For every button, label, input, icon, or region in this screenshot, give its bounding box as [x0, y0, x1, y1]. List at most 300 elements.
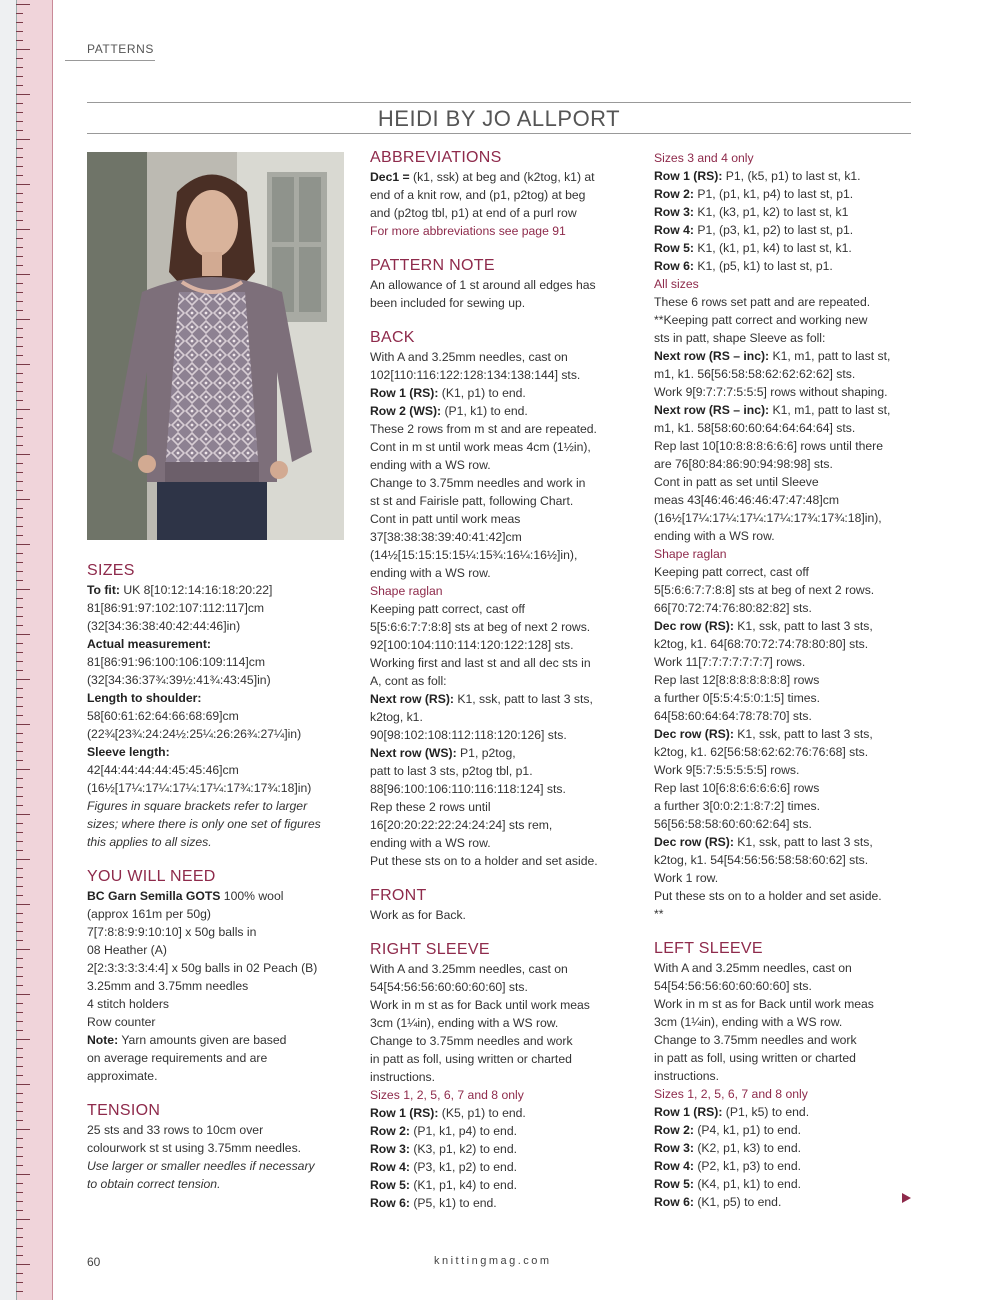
ruler-tick [16, 454, 30, 455]
length-in: (22¾[23¾:24:24½:25¼:26:26¾:27¼]in) [87, 727, 302, 741]
needles: 3.25mm and 3.75mm needles [87, 979, 249, 993]
ls-7: instructions. [654, 1069, 720, 1083]
back-10: (14½[15:15:15:15¼:15¾:16¼:16½]in), [370, 548, 578, 562]
dec-row-1: Dec row (RS): K1, ssk, patt to last 3 sts, [654, 619, 873, 633]
back-11: ending with a WS row. [370, 566, 491, 580]
ruler-tick [16, 1111, 23, 1112]
length-label: Length to shoulder: [87, 691, 202, 705]
ruler-tick [16, 274, 30, 275]
ruler-tick [16, 301, 23, 302]
note-3: approximate. [87, 1069, 158, 1083]
to-fit-cm: 81[86:91:97:102:107:112:117]cm [87, 601, 265, 615]
rs-1: With A and 3.25mm needles, cast on [370, 962, 568, 976]
all-1: These 6 rows set patt and are repeated. [654, 295, 871, 309]
ruler-tick [16, 634, 30, 635]
ruler-tick [16, 976, 23, 977]
sweater-photo-icon [87, 152, 344, 540]
ruler-tick [16, 751, 23, 752]
ruler-tick [16, 1291, 23, 1292]
ruler-tick [16, 337, 23, 338]
ruler-tick [16, 607, 23, 608]
back-8: Cont in patt until work meas [370, 512, 521, 526]
rg-9: Rep last 10[6:8:6:6:6:6:6] rows [654, 781, 820, 795]
ruler-tick [16, 1165, 23, 1166]
ruler-tick [16, 841, 23, 842]
ruler-tick [16, 112, 23, 113]
ruler-tick [16, 1048, 23, 1049]
ruler-tick [16, 1129, 30, 1130]
to-fit-in: (32[34:36:38:40:42:44:46]in) [87, 619, 241, 633]
ruler-tick [16, 643, 23, 644]
ruler-tick [16, 67, 23, 68]
yarn-length: (approx 161m per 50g) [87, 907, 211, 921]
note: Note: Yarn amounts given are based [87, 1033, 287, 1047]
ruler-tick [16, 283, 23, 284]
ruler-tick [16, 697, 23, 698]
ruler-tick [16, 562, 23, 563]
ruler-tick [16, 571, 23, 572]
ruler-tick [16, 922, 23, 923]
ruler-tick [16, 445, 23, 446]
ruler-tick [16, 1264, 30, 1265]
tension-1: 25 sts and 33 rows to 10cm over [87, 1123, 264, 1137]
rg-13: Put these sts on to a holder and set aside. [654, 889, 882, 903]
ruler-tick [16, 760, 23, 761]
rs-7: instructions. [370, 1070, 436, 1084]
ruler-tick [16, 679, 30, 680]
ruler-tick [16, 1102, 23, 1103]
ls-5: Change to 3.75mm needles and work [654, 1033, 857, 1047]
ruler-tick [16, 778, 23, 779]
ruler-tick [16, 49, 30, 50]
ruler-tick [16, 472, 23, 473]
tension-4: to obtain correct tension. [87, 1177, 221, 1191]
rs-3: Work in m st as for Back until work meas [370, 998, 590, 1012]
page-title: HEIDI BY JO ALLPORT [377, 106, 621, 131]
sleeve-raglan-sub: Shape raglan [654, 547, 727, 561]
ruler-tick [16, 526, 23, 527]
shape-raglan-sub: Shape raglan [370, 584, 443, 598]
ruler-tick [16, 1093, 23, 1094]
ls-6: in patt as foll, using written or charted [654, 1051, 856, 1065]
ruler-tick [16, 247, 23, 248]
column-2 [370, 148, 640, 1212]
sizes-note-2: sizes; where there is only one set of figures [87, 817, 321, 831]
ruler-tick [16, 436, 23, 437]
ruler-tick [16, 76, 23, 77]
yarn-b: 2[2:3:3:3:3:4:4] x 50g balls in 02 Peach (B) [87, 961, 318, 975]
actual-cm: 81[86:91:96:100:106:109:114]cm [87, 655, 265, 669]
tension-2: colourwork st st using 3.75mm needles. [87, 1141, 302, 1155]
back-heading: BACK [370, 329, 415, 346]
back-1: With A and 3.25mm needles, cast on [370, 350, 568, 364]
ruler-tick [16, 1210, 23, 1211]
continue-arrow-icon [902, 1193, 911, 1203]
ruler-tick [16, 130, 23, 131]
footer-url: knittingmag.com [434, 1255, 552, 1267]
ruler-tick [16, 157, 23, 158]
ls-row-2: Row 2: (P4, k1, p1) to end. [654, 1123, 801, 1137]
ruler-tick [16, 391, 23, 392]
ruler-tick [16, 346, 23, 347]
holders: 4 stitch holders [87, 997, 169, 1011]
ruler-tick [16, 616, 23, 617]
ruler-tick [16, 805, 23, 806]
page-number: 60 [87, 1255, 101, 1269]
ruler-tick [16, 364, 30, 365]
all-sizes-sub: All sizes [654, 277, 699, 291]
column-1 [87, 561, 352, 1193]
rg-3: 66[70:72:74:76:80:82:82] sts. [654, 601, 812, 615]
rg-5: Rep last 12[8:8:8:8:8:8:8] rows [654, 673, 820, 687]
ruler-tick [16, 589, 30, 590]
ls-4: 3cm (1¼in), ending with a WS row. [654, 1015, 843, 1029]
rs-6: in patt as foll, using written or charted [370, 1052, 572, 1066]
ruler-tick [16, 1156, 23, 1157]
ruler-tick [16, 31, 23, 32]
ruler-tick [16, 958, 23, 959]
back-row-1: Row 1 (RS): (K1, p1) to end. [370, 386, 526, 400]
s34-row-4: Row 4: P1, (p3, k1, p2) to last st, p1. [654, 223, 854, 237]
ruler-tick [16, 373, 23, 374]
ruler-tick [16, 544, 30, 545]
ruler-tick [16, 1120, 23, 1121]
yarn: BC Garn Semilla GOTS 100% wool [87, 889, 284, 903]
ruler-tick [16, 1246, 23, 1247]
ruler-tick [16, 1201, 23, 1202]
actual-in: (32[34:36:37¾:39½:41¾:43:45]in) [87, 673, 271, 687]
ruler-tick [16, 310, 23, 311]
sleeve-in: (16½[17¼:17¼:17¼:17¼:17¾:17¾:18]in) [87, 781, 312, 795]
note-2: been included for sewing up. [370, 296, 526, 310]
inc-1-2: m1, k1. 56[56:58:58:62:62:62:62] sts. [654, 367, 856, 381]
ruler-tick [16, 490, 23, 491]
ruler-tick [16, 175, 23, 176]
ruler-tick [16, 913, 23, 914]
ruler-tick [16, 1021, 23, 1022]
rep-1: Rep last 10[10:8:8:8:6:6:6] rows until there [654, 439, 883, 453]
ruler-tick [16, 202, 23, 203]
rg-2: 5[5:6:6:7:7:8:8] sts at beg of next 2 rows. [654, 583, 875, 597]
rg-11: 56[56:58:58:60:60:62:64] sts. [654, 817, 812, 831]
ruler-tick [16, 229, 30, 230]
sleeve-label: Sleeve length: [87, 745, 170, 759]
ruler-tick [16, 1219, 30, 1220]
ruler-tick [16, 535, 23, 536]
ruler-tick [16, 742, 23, 743]
ruler-tick [16, 1030, 23, 1031]
inc-2-2: m1, k1. 58[58:60:60:64:64:64:64] sts. [654, 421, 856, 435]
note-1: An allowance of 1 st around all edges has [370, 278, 596, 292]
ruler-tick [16, 400, 23, 401]
dec1-2: end of a knit row, and (p1, p2tog) at beg [370, 188, 586, 202]
ruler-tick [16, 265, 23, 266]
raglan-11: Put these sts on to a holder and set aside. [370, 854, 598, 868]
ruler-tick [16, 427, 23, 428]
raglan-rs-2: k2tog, k1. [370, 710, 423, 724]
s34-row-6: Row 6: K1, (p5, k1) to last st, p1. [654, 259, 833, 273]
ruler-tick [16, 40, 23, 41]
ruler-tick [16, 850, 23, 851]
ruler-tick [16, 148, 23, 149]
ruler-tick [16, 769, 30, 770]
sweater-photo [87, 152, 344, 540]
s34-row-1: Row 1 (RS): P1, (k5, p1) to last st, k1. [654, 169, 861, 183]
sizes-heading: SIZES [87, 562, 135, 579]
raglan-6: 90[98:102:108:112:118:120:126] sts. [370, 728, 567, 742]
ls-3: Work in m st as for Back until work meas [654, 997, 874, 1011]
rs-sizes-sub: Sizes 1, 2, 5, 6, 7 and 8 only [370, 1088, 524, 1102]
front-1: Work as for Back. [370, 908, 466, 922]
rs-row-4: Row 4: (P3, k1, p2) to end. [370, 1160, 517, 1174]
ruler-tick [16, 1228, 23, 1229]
ruler-tick [16, 670, 23, 671]
ruler-tick [16, 103, 23, 104]
ruler-tick [16, 598, 23, 599]
sizes-note-3: this applies to all sizes. [87, 835, 212, 849]
ls-row-1: Row 1 (RS): (P1, k5) to end. [654, 1105, 810, 1119]
ruler-inner [0, 0, 17, 1300]
ruler-tick [16, 238, 23, 239]
ruler-tick [16, 886, 23, 887]
ruler-tick [16, 904, 30, 905]
back-4: Cont in m st until work meas 4cm (1½in), [370, 440, 591, 454]
rep-2: are 76[80:84:86:90:94:98:98] sts. [654, 457, 833, 471]
tension-3: Use larger or smaller needles if necessary [87, 1159, 315, 1173]
ruler-tick [16, 688, 23, 689]
ruler-tick [16, 382, 23, 383]
ruler-tick [16, 1012, 23, 1013]
ruler-tick [16, 463, 23, 464]
raglan-7: 88[96:100:106:110:116:118:124] sts. [370, 782, 566, 796]
ruler-tick [16, 967, 23, 968]
ruler-tick [16, 211, 23, 212]
ruler-tick [16, 949, 30, 950]
rs-row-1: Row 1 (RS): (K5, p1) to end. [370, 1106, 526, 1120]
ruler-tick [16, 1282, 23, 1283]
dec-row-3-2: k2tog, k1. 54[54:56:56:58:58:60:62] sts. [654, 853, 869, 867]
ruler-tick [16, 796, 23, 797]
inc-2: Next row (RS – inc): K1, m1, patt to last st, [654, 403, 891, 417]
ruler-tick [16, 121, 23, 122]
ruler-tick [16, 22, 23, 23]
abbreviations-heading: ABBREVIATIONS [370, 149, 502, 166]
ruler-tick [16, 508, 23, 509]
rg-6: a further 0[5:5:4:5:0:1:5] times. [654, 691, 820, 705]
rg-10: a further 3[0:0:2:1:8:7:2] times. [654, 799, 820, 813]
rg-4: Work 11[7:7:7:7:7:7:7] rows. [654, 655, 806, 669]
raglan-10: ending with a WS row. [370, 836, 491, 850]
ruler-tick [16, 85, 23, 86]
sleeve-cm: 42[44:44:44:44:45:45:46]cm [87, 763, 239, 777]
ruler-tick [16, 895, 23, 896]
front-heading: FRONT [370, 887, 427, 904]
ruler-tick [16, 724, 30, 725]
rg-14: ** [654, 907, 664, 921]
ruler-tick [16, 58, 23, 59]
ruler-tick [16, 1273, 23, 1274]
ruler-tick [16, 859, 30, 860]
ruler-tick [16, 1138, 23, 1139]
dec-row-1-2: k2tog, k1. 64[68:70:72:74:78:80:80] sts. [654, 637, 869, 651]
ruler-tick [16, 625, 23, 626]
all-3: sts in patt, shape Sleeve as foll: [654, 331, 826, 345]
all-2: **Keeping patt correct and working new [654, 313, 868, 327]
rs-5: Change to 3.75mm needles and work [370, 1034, 573, 1048]
raglan-8: Rep these 2 rows until [370, 800, 491, 814]
right-sleeve-heading: RIGHT SLEEVE [370, 941, 490, 958]
ruler-tick [16, 706, 23, 707]
rs-row-2: Row 2: (P1, k1, p4) to end. [370, 1124, 517, 1138]
rs-4: 3cm (1¼in), ending with a WS row. [370, 1016, 559, 1030]
back-2: 102[110:116:122:128:134:138:144] sts. [370, 368, 581, 382]
dec1: Dec1 = (k1, ssk) at beg and (k2tog, k1) at [370, 170, 595, 184]
left-sleeve-heading: LEFT SLEEVE [654, 940, 763, 957]
ls-sizes-sub: Sizes 1, 2, 5, 6, 7 and 8 only [654, 1087, 808, 1101]
ls-2: 54[54:56:56:60:60:60:60] sts. [654, 979, 812, 993]
ls-1: With A and 3.25mm needles, cast on [654, 961, 852, 975]
need-heading: YOU WILL NEED [87, 868, 216, 885]
rs-row-5: Row 5: (K1, p1, k4) to end. [370, 1178, 517, 1192]
back-6: Change to 3.75mm needles and work in [370, 476, 586, 490]
raglan-rs: Next row (RS): K1, ssk, patt to last 3 sts, [370, 692, 593, 706]
ruler-tick [16, 823, 23, 824]
ruler-tick [16, 715, 23, 716]
ls-row-6: Row 6: (K1, p5) to end. [654, 1195, 782, 1209]
ruler-tick [16, 1039, 30, 1040]
ruler-tick [16, 1237, 23, 1238]
column-3 [654, 149, 924, 1211]
raglan-2: 5[5:6:6:7:7:8:8] sts at beg of next 2 rows. [370, 620, 591, 634]
actual-label: Actual measurement: [87, 637, 211, 651]
cont-2: meas 43[46:46:46:46:47:47:48]cm [654, 493, 839, 507]
back-9: 37[38:38:38:39:40:41:42]cm [370, 530, 522, 544]
s34-row-5: Row 5: K1, (k1, p1, k4) to last st, k1. [654, 241, 852, 255]
ruler-tick [16, 319, 30, 320]
back-5: ending with a WS row. [370, 458, 491, 472]
raglan-9: 16[20:20:22:22:24:24:24] sts rem, [370, 818, 553, 832]
ruler-tick [16, 418, 23, 419]
ls-row-5: Row 5: (K4, p1, k1) to end. [654, 1177, 801, 1191]
ruler-tick [16, 139, 30, 140]
ruler-tick [16, 661, 23, 662]
section-tag: PATTERNS [65, 42, 155, 61]
work-9: Work 9[9:7:7:7:5:5:5] rows without shaping. [654, 385, 888, 399]
ruler-tick [16, 166, 23, 167]
ruler-tick [16, 184, 30, 185]
ruler-tick [16, 940, 23, 941]
tension-heading: TENSION [87, 1102, 161, 1119]
raglan-1: Keeping patt correct, cast off [370, 602, 525, 616]
ruler-tick [16, 193, 23, 194]
ruler-tick [16, 985, 23, 986]
ruler-tick [16, 1003, 23, 1004]
to-fit: To fit: UK 8[10:12:14:16:18:20:22] [87, 583, 273, 597]
more-abbreviations: For more abbreviations see page 91 [370, 224, 566, 238]
dec-row-2: Dec row (RS): K1, ssk, patt to last 3 sts, [654, 727, 873, 741]
ruler-tick [16, 409, 30, 410]
ruler-tick [16, 4, 30, 5]
ruler-tick [16, 256, 23, 257]
raglan-4: Working first and last st and all dec sts in [370, 656, 591, 670]
ruler-tick [16, 931, 23, 932]
back-row-2: Row 2 (WS): (P1, k1) to end. [370, 404, 528, 418]
raglan-ws: Next row (WS): P1, p2tog, [370, 746, 516, 760]
title-rule-bottom [87, 133, 911, 134]
ruler-tick [16, 94, 30, 95]
note-2: on average requirements and are [87, 1051, 268, 1065]
cont-3: (16½[17¼:17¼:17¼:17¼:17¾:17¾:18]in), [654, 511, 882, 525]
raglan-5: A, cont as foll: [370, 674, 447, 688]
ruler-tick [16, 580, 23, 581]
counter: Row counter [87, 1015, 156, 1029]
ruler-tick [16, 994, 30, 995]
s34-sub: Sizes 3 and 4 only [654, 151, 754, 165]
ruler-tick [16, 832, 23, 833]
inc-1: Next row (RS – inc): K1, m1, patt to last st, [654, 349, 891, 363]
dec-row-2-2: k2tog, k1. 62[56:58:62:62:76:76:68] sts. [654, 745, 869, 759]
ruler-tick [16, 877, 23, 878]
rg-7: 64[58:60:64:64:78:78:70] sts. [654, 709, 812, 723]
ls-row-4: Row 4: (P2, k1, p3) to end. [654, 1159, 801, 1173]
ruler-tick [16, 481, 23, 482]
ruler-tick [16, 1183, 23, 1184]
s34-row-2: Row 2: P1, (p1, k1, p4) to last st, p1. [654, 187, 854, 201]
rg-1: Keeping patt correct, cast off [654, 565, 809, 579]
ruler-tick [16, 1192, 23, 1193]
ruler-tick [16, 517, 23, 518]
title-rule-top [87, 102, 911, 103]
ls-row-3: Row 3: (K2, p1, k3) to end. [654, 1141, 801, 1155]
ruler-tick [16, 13, 23, 14]
ruler-tick [16, 220, 23, 221]
ruler-tick [16, 733, 23, 734]
length-cm: 58[60:61:62:64:66:68:69]cm [87, 709, 239, 723]
ruler-tick [16, 355, 23, 356]
ruler-tick [16, 1174, 30, 1175]
cont-4: ending with a WS row. [654, 529, 775, 543]
sizes-note-1: Figures in square brackets refer to larger [87, 799, 308, 813]
ruler-tick [16, 1084, 30, 1085]
ruler-tick [16, 868, 23, 869]
yarn-a-1: 7[7:8:8:9:9:10:10] x 50g balls in [87, 925, 257, 939]
ruler-tick [16, 814, 30, 815]
ruler-tick [16, 1147, 23, 1148]
rs-row-6: Row 6: (P5, k1) to end. [370, 1196, 497, 1210]
raglan-ws-2: patt to last 3 sts, p2tog tbl, p1. [370, 764, 533, 778]
ruler-tick [16, 328, 23, 329]
ruler-tick [16, 292, 23, 293]
dec1-3: and (p2tog tbl, p1) at end of a purl row [370, 206, 577, 220]
rg-8: Work 9[5:7:5:5:5:5:5] rows. [654, 763, 800, 777]
ruler-tick [16, 787, 23, 788]
yarn-a-2: 08 Heather (A) [87, 943, 167, 957]
ruler-tick [16, 553, 23, 554]
ruler-tick [16, 1255, 23, 1256]
back-7: st st and Fairisle patt, following Chart. [370, 494, 574, 508]
raglan-3: 92[100:104:110:114:120:122:128] sts. [370, 638, 574, 652]
ruler-tick [16, 1057, 23, 1058]
dec-row-3: Dec row (RS): K1, ssk, patt to last 3 sts, [654, 835, 873, 849]
ruler-tick [16, 652, 23, 653]
ruler-strip [0, 0, 53, 1300]
s34-row-3: Row 3: K1, (k3, p1, k2) to last st, k1 [654, 205, 849, 219]
pattern-note-heading: PATTERN NOTE [370, 257, 495, 274]
ruler-tick [16, 1075, 23, 1076]
cont-1: Cont in patt as set until Sleeve [654, 475, 819, 489]
ruler-tick [16, 499, 30, 500]
ruler-tick [16, 1066, 23, 1067]
